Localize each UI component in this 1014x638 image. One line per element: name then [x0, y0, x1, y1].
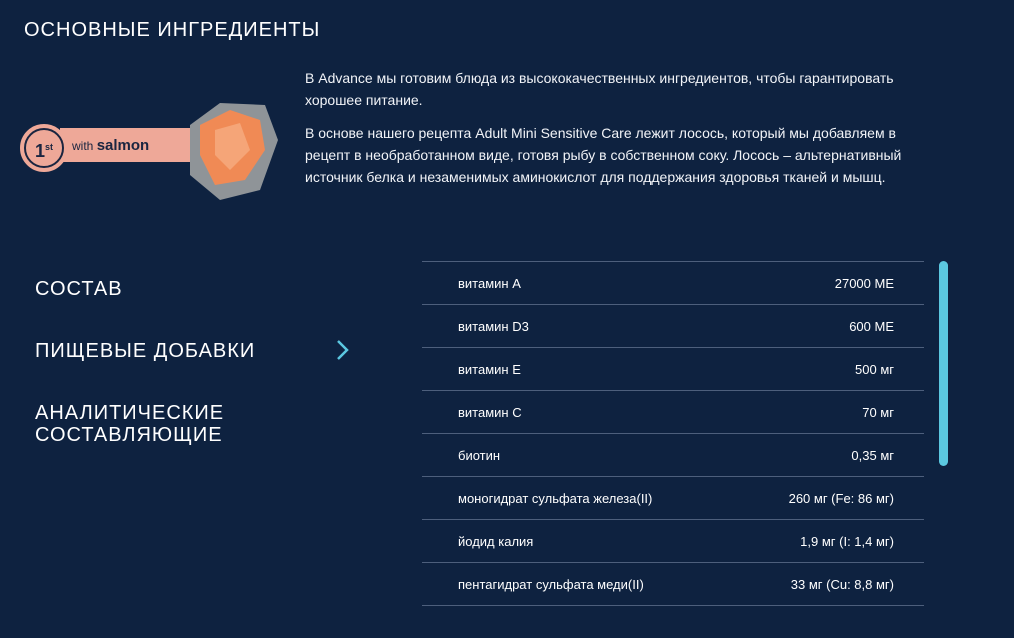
row-name: витамин A [458, 275, 521, 291]
section-title: ОСНОВНЫЕ ИНГРЕДИЕНТЫ [24, 19, 321, 41]
intro-paragraph: В Advance мы готовим блюда из высококачественных ингредиентов, чтобы гарантировать хорошее питание. [305, 70, 894, 108]
row-name: пентагидрат сульфата меди(II) [458, 576, 644, 592]
salmon-text: salmon [96, 137, 150, 154]
row-value: 260 мг (Fe: 86 мг) [788, 490, 894, 506]
table-row [422, 390, 924, 433]
intro-text [305, 67, 925, 199]
badge-number: 1 [34, 141, 45, 161]
with-text: with [72, 139, 94, 153]
row-value: 1,9 мг (I: 1,4 мг) [800, 533, 894, 549]
table-row [422, 304, 924, 347]
table-row [422, 476, 924, 519]
tab-composition[interactable]: СОСТАВ [35, 278, 123, 300]
chevron-right-icon [335, 338, 349, 362]
table-row [422, 562, 924, 606]
row-name: витамин C [458, 404, 522, 420]
row-value: 500 мг [855, 361, 894, 377]
table-row [422, 519, 924, 562]
tab-additives[interactable]: ПИЩЕВЫЕ ДОБАВКИ [35, 340, 256, 362]
scrollbar[interactable] [939, 261, 948, 466]
row-value: 600 МЕ [849, 318, 894, 334]
row-name: витамин D3 [458, 318, 529, 334]
first-ingredient-icon [20, 124, 68, 172]
badge-text [72, 137, 149, 154]
row-value: 27000 МЕ [834, 275, 894, 291]
row-value: 33 мг (Cu: 8,8 мг) [790, 576, 894, 592]
salmon-image [170, 95, 280, 205]
table-row [422, 261, 924, 304]
tab-analytical[interactable]: АНАЛИТИЧЕСКИЕ СОСТАВЛЯЮЩИЕ [35, 402, 225, 446]
row-name: йодид калия [458, 533, 534, 549]
table-row [422, 347, 924, 390]
row-name: витамин E [458, 361, 521, 377]
row-value: 70 мг [862, 404, 894, 420]
table-row [422, 433, 924, 476]
row-name: моногидрат сульфата железа(II) [458, 490, 653, 506]
additives-table [422, 261, 924, 606]
badge-suffix: st [45, 142, 54, 152]
row-name: биотин [458, 447, 501, 463]
intro-paragraph: В основе нашего рецепта Adult Mini Sensitive Care лежит лосось, который мы добавляем в рецепт в необработанном виде, готовя рыбу в собственном соку. Лосось – альтернативный источник белка и незаменимых аминокислот для поддержания здоровья тканей и мышц. [305, 125, 902, 185]
salmon-badge-image [20, 95, 300, 195]
row-value: 0,35 мг [851, 447, 894, 463]
